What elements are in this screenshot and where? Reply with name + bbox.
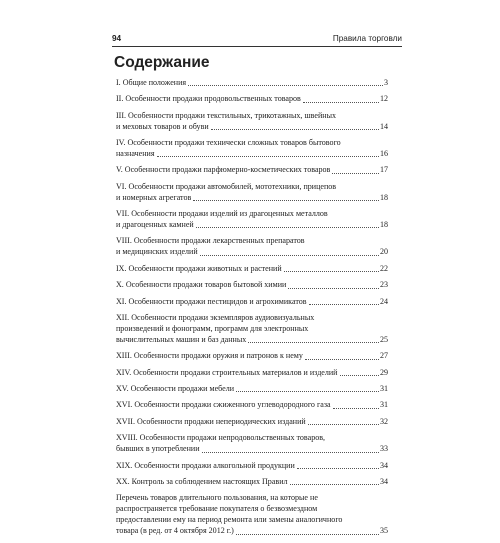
toc-entry xyxy=(116,78,388,89)
toc-entry-line: Перечень товаров длительного пользования, на которые не xyxy=(116,493,318,503)
toc-entry-text: и драгоценных камней xyxy=(116,220,194,230)
running-header xyxy=(112,34,402,46)
toc-entry xyxy=(116,313,388,346)
toc-page-number: 29 xyxy=(379,367,388,377)
toc-entry xyxy=(116,94,388,105)
toc-page-number: 18 xyxy=(379,192,388,202)
toc-entry-last-line xyxy=(116,297,388,308)
toc-entry-last-line xyxy=(116,335,388,346)
toc-entry xyxy=(116,351,388,362)
toc-entry-last-line xyxy=(116,384,388,395)
page-number: 94 xyxy=(112,34,122,43)
toc-entry-last-line xyxy=(116,280,388,291)
toc-entry-line: III. Особенности продажи текстильных, трикотажных, швейных xyxy=(116,110,337,120)
toc-entry xyxy=(116,461,388,472)
toc-entry-last-line xyxy=(116,94,388,105)
toc-entry-text: I. Общие положения xyxy=(116,78,187,87)
toc-page-number: 16 xyxy=(379,149,388,159)
toc-entry xyxy=(116,138,388,160)
toc-entry xyxy=(116,165,388,176)
toc-entry-last-line xyxy=(116,220,388,231)
toc-page-number: 3 xyxy=(383,78,388,87)
dot-leader xyxy=(248,342,379,343)
toc-entry-line: предоставлении ему на период ремонта или замены аналогичного xyxy=(116,515,343,525)
toc-entry-text: XV. Особенности продажи мебели xyxy=(116,384,235,394)
toc-entry-line: IV. Особенности продажи технически сложных товаров бытового xyxy=(116,138,341,148)
dot-leader xyxy=(193,200,379,201)
dot-leader xyxy=(157,156,379,157)
toc-entry xyxy=(116,209,388,231)
toc-entry-text: X. Особенности продажи товаров бытовой химии xyxy=(116,280,287,290)
toc-entry-last-line xyxy=(116,526,388,537)
toc-entry-last-line xyxy=(116,264,388,275)
toc-entry-last-line xyxy=(116,351,388,362)
toc-entry-text: II. Особенности продажи продовольственных товаров xyxy=(116,94,301,104)
dot-leader xyxy=(211,129,379,130)
toc-entry xyxy=(116,477,388,488)
dot-leader xyxy=(188,85,383,86)
toc-page-number: 22 xyxy=(379,263,388,273)
toc-entry xyxy=(116,111,388,133)
toc-entry-last-line xyxy=(116,444,388,455)
toc-page-number: 32 xyxy=(379,416,388,426)
toc-entry-text: XIII. Особенности продажи оружия и патронов к нему xyxy=(116,351,303,361)
toc-entry-text: XVII. Особенности продажи непериодических изданий xyxy=(116,416,306,426)
dot-leader xyxy=(202,452,379,453)
toc-entry-text: и номерных агрегатов xyxy=(116,192,192,202)
dot-leader xyxy=(333,408,379,409)
toc-entry-text: XIV. Особенности продажи строительных материалов и изделий xyxy=(116,367,338,377)
toc-entry-line: распространяется требование покупателя о безвозмездном xyxy=(116,504,318,514)
toc-entry-line: VII. Особенности продажи изделий из драгоценных металлов xyxy=(116,209,328,219)
toc-entry-text: назначения xyxy=(116,149,155,159)
toc-entry-text: и меховых товаров и обуви xyxy=(116,121,209,131)
toc-entry-last-line xyxy=(116,193,388,204)
dot-leader xyxy=(236,391,379,392)
toc-page-number: 25 xyxy=(379,334,388,344)
toc-entry-line: произведений и фонограмм, программ для электронных xyxy=(116,323,309,333)
toc-entry-last-line xyxy=(116,78,388,89)
dot-leader xyxy=(309,304,379,305)
toc-page-number: 17 xyxy=(379,165,388,175)
dot-leader xyxy=(297,468,379,469)
toc-entry-last-line xyxy=(116,165,388,176)
toc-entry-text: бывших в употреблении xyxy=(116,444,200,454)
toc-entry-line: XII. Особенности продажи экземпляров аудиовизуальных xyxy=(116,313,315,322)
toc-entry-last-line xyxy=(116,247,388,258)
header-rule xyxy=(112,46,402,47)
dot-leader xyxy=(303,102,379,103)
toc-entry-last-line xyxy=(116,122,388,133)
toc-page-number: 18 xyxy=(379,220,388,230)
toc-entry-last-line xyxy=(116,417,388,428)
dot-leader xyxy=(305,359,379,360)
toc-entry xyxy=(116,400,388,411)
toc-page-number: 12 xyxy=(379,94,388,104)
dot-leader xyxy=(340,375,379,376)
toc-entry-text: XI. Особенности продажи пестицидов и агрохимикатов xyxy=(116,296,307,306)
toc-entry-text: XVI. Особенности продажи сжиженного углеводородного газа xyxy=(116,400,331,410)
running-title: Правила торговли xyxy=(332,34,402,43)
toc-page-number: 31 xyxy=(379,384,388,394)
toc-entry-text: товара (в ред. от 4 октября 2012 г.) xyxy=(116,526,234,536)
toc-page-number: 34 xyxy=(379,460,388,470)
toc-entry xyxy=(116,264,388,275)
dot-leader xyxy=(284,271,379,272)
dot-leader xyxy=(200,255,379,256)
toc-entry-last-line xyxy=(116,461,388,472)
toc-page-number: 24 xyxy=(379,296,388,306)
toc-entry-text: XX. Контроль за соблюдением настоящих Правил xyxy=(116,476,288,486)
toc-entry-last-line xyxy=(116,368,388,379)
dot-leader xyxy=(332,173,379,174)
toc-entry xyxy=(116,417,388,428)
dot-leader xyxy=(290,484,379,485)
toc-entry xyxy=(116,236,388,258)
page-title: Содержание xyxy=(114,54,210,71)
toc-page-number: 33 xyxy=(379,444,388,454)
toc-page-number: 23 xyxy=(379,280,388,290)
toc-page-number: 14 xyxy=(379,121,388,131)
toc-entry-text: вычислительных машин и баз данных xyxy=(116,334,247,344)
dot-leader xyxy=(308,424,379,425)
toc-entry-line: VI. Особенности продажи автомобилей, мототехники, прицепов xyxy=(116,181,337,191)
toc-entry-last-line xyxy=(116,477,388,488)
toc-entry-text: XIX. Особенности продажи алкогольной продукции xyxy=(116,460,295,470)
toc-entry-text: IX. Особенности продажи животных и растений xyxy=(116,263,282,273)
toc-entry-text: V. Особенности продажи парфюмерно-косметических товаров xyxy=(116,165,331,175)
toc-entry xyxy=(116,280,388,291)
toc-page-number: 27 xyxy=(379,351,388,361)
toc-entry-line: XVIII. Особенности продажи непродовольственных товаров, xyxy=(116,433,326,443)
table-of-contents xyxy=(116,78,388,543)
toc-entry xyxy=(116,368,388,379)
toc-entry xyxy=(116,182,388,204)
toc-page-number: 31 xyxy=(379,400,388,410)
toc-entry-last-line xyxy=(116,149,388,160)
dot-leader xyxy=(288,288,379,289)
toc-entry xyxy=(116,384,388,395)
toc-page-number: 34 xyxy=(379,476,388,486)
dot-leader xyxy=(196,227,379,228)
toc-entry xyxy=(116,297,388,308)
toc-entry-line: VIII. Особенности продажи лекарственных препаратов xyxy=(116,236,305,246)
toc-page-number: 20 xyxy=(379,247,388,257)
toc-entry-text: и медицинских изделий xyxy=(116,247,198,257)
toc-entry xyxy=(116,433,388,455)
toc-entry-last-line xyxy=(116,400,388,411)
toc-page-number: 35 xyxy=(379,526,388,536)
dot-leader xyxy=(236,534,379,535)
